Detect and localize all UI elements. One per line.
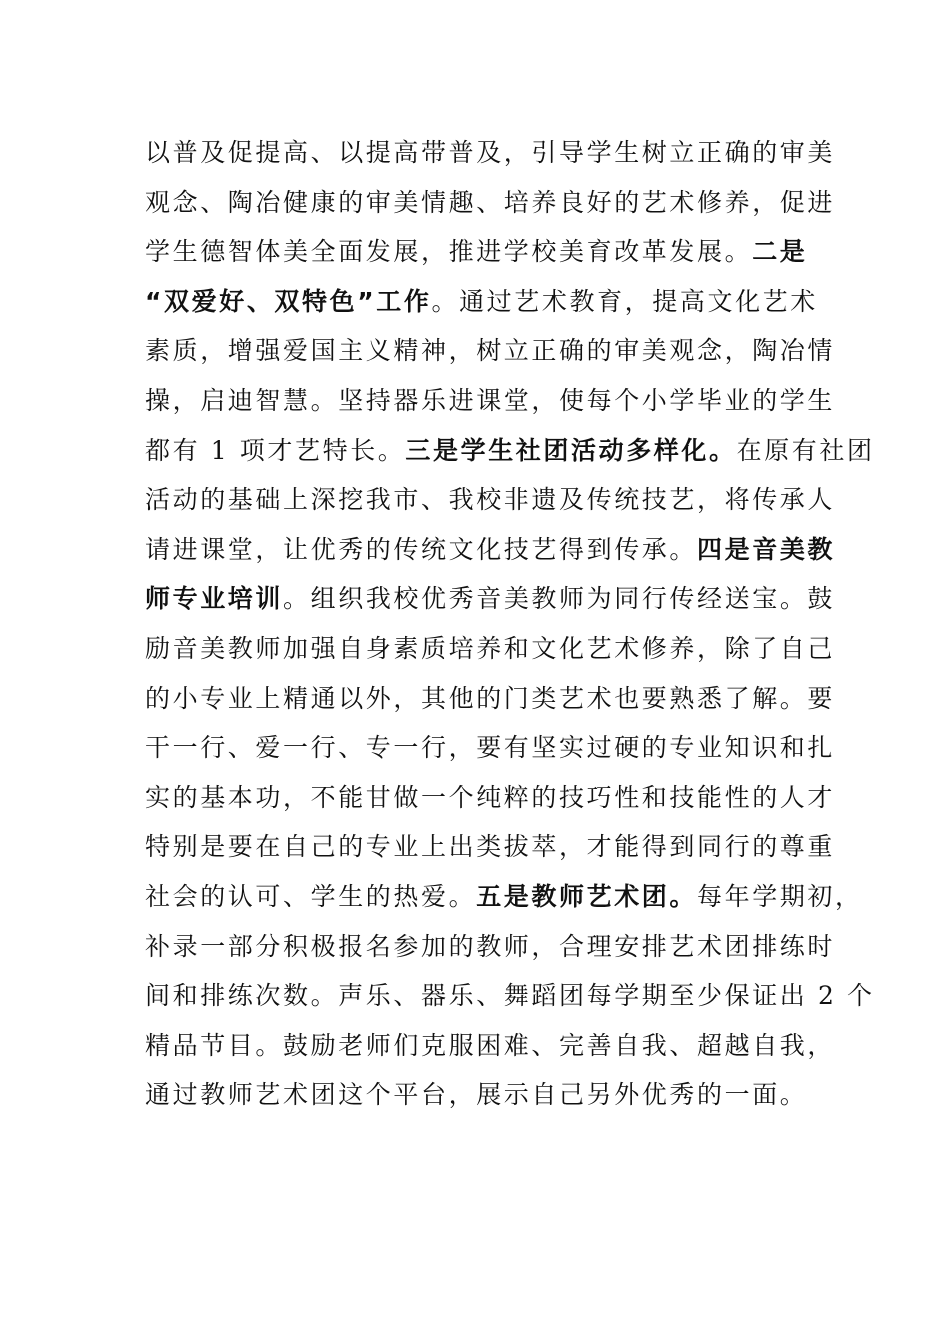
text-line [145, 128, 836, 178]
text-line [145, 227, 825, 277]
text-run: 补录一部分积极报名参加的教师，合理安排艺术团排练时 [145, 931, 836, 961]
text-run: 特别是要在自己的专业上出类拔萃，才能得到同行的尊重 [145, 832, 836, 862]
text-line [145, 426, 875, 476]
text-run: 干一行、爱一行、专一行，要有坚实过硬的专业知识和扎 [145, 733, 836, 763]
text-line [145, 971, 875, 1021]
bold-heading-run: 三是学生社团活动多样化。 [405, 435, 737, 465]
bold-heading-run: 五是教师艺术团。 [476, 881, 698, 911]
text-run: 操，启迪智慧。坚持器乐进课堂，使每个小学毕业的学生 [145, 385, 836, 415]
text-run: 活动的基础上深挖我市、我校非遗及传统技艺，将传承人 [145, 485, 836, 515]
text-run: 每年学期初， [697, 881, 863, 911]
text-line [145, 277, 825, 327]
bold-heading-run: “双爱好、双特色”工作 [145, 286, 432, 316]
text-run: 。通过艺术教育，提高文化艺术 [431, 286, 818, 316]
text-line [145, 376, 836, 426]
text-line [145, 326, 836, 376]
text-run: 的小专业上精通以外，其他的门类艺术也要熟悉了解。要 [145, 683, 836, 713]
text-run: 社会的认可、学生的热爱。 [145, 881, 477, 911]
text-line [145, 178, 836, 228]
text-run: 在原有社团 [736, 435, 875, 465]
bold-heading-run: 师专业培训 [145, 584, 284, 614]
text-run: 都有 1 项才艺特长。 [145, 435, 406, 465]
text-run: 学生德智体美全面发展，推进学校美育改革发展。 [145, 237, 753, 267]
text-run: 请进课堂，让优秀的传统文化技艺得到传承。 [145, 534, 698, 564]
text-line [145, 674, 836, 724]
text-line [145, 624, 836, 674]
text-line [145, 723, 836, 773]
text-run: 素质，增强爱国主义精神，树立正确的审美观念，陶冶情 [145, 336, 836, 366]
text-line [145, 475, 836, 525]
text-line [145, 1070, 825, 1120]
text-line [145, 1021, 836, 1071]
text-run: 观念、陶冶健康的审美情趣、培养良好的艺术修养，促进 [145, 187, 836, 217]
text-line [145, 872, 863, 922]
body-paragraph [145, 128, 875, 1120]
text-line [145, 525, 836, 575]
text-line [145, 922, 836, 972]
text-run: 励音美教师加强自身素质培养和文化艺术修养，除了自己 [145, 633, 836, 663]
text-run: 实的基本功，不能甘做一个纯粹的技巧性和技能性的人才 [145, 782, 836, 812]
bold-heading-run: 二是 [752, 237, 808, 267]
text-run: 精品节目。鼓励老师们克服困难、完善自我、超越自我， [145, 1030, 836, 1060]
text-run: 以普及促提高、以提高带普及，引导学生树立正确的审美 [145, 138, 836, 167]
text-run: 。组织我校优秀音美教师为同行传经送宝。鼓 [283, 584, 836, 614]
text-line [145, 574, 836, 624]
text-run: 通过教师艺术团这个平台，展示自己另外优秀的一面。 [145, 1080, 808, 1110]
bold-heading-run: 四是音美教 [697, 534, 836, 564]
text-line [145, 822, 836, 872]
text-line [145, 773, 836, 823]
text-run: 间和排练次数。声乐、器乐、舞蹈团每学期至少保证出 2 个 [145, 981, 875, 1011]
